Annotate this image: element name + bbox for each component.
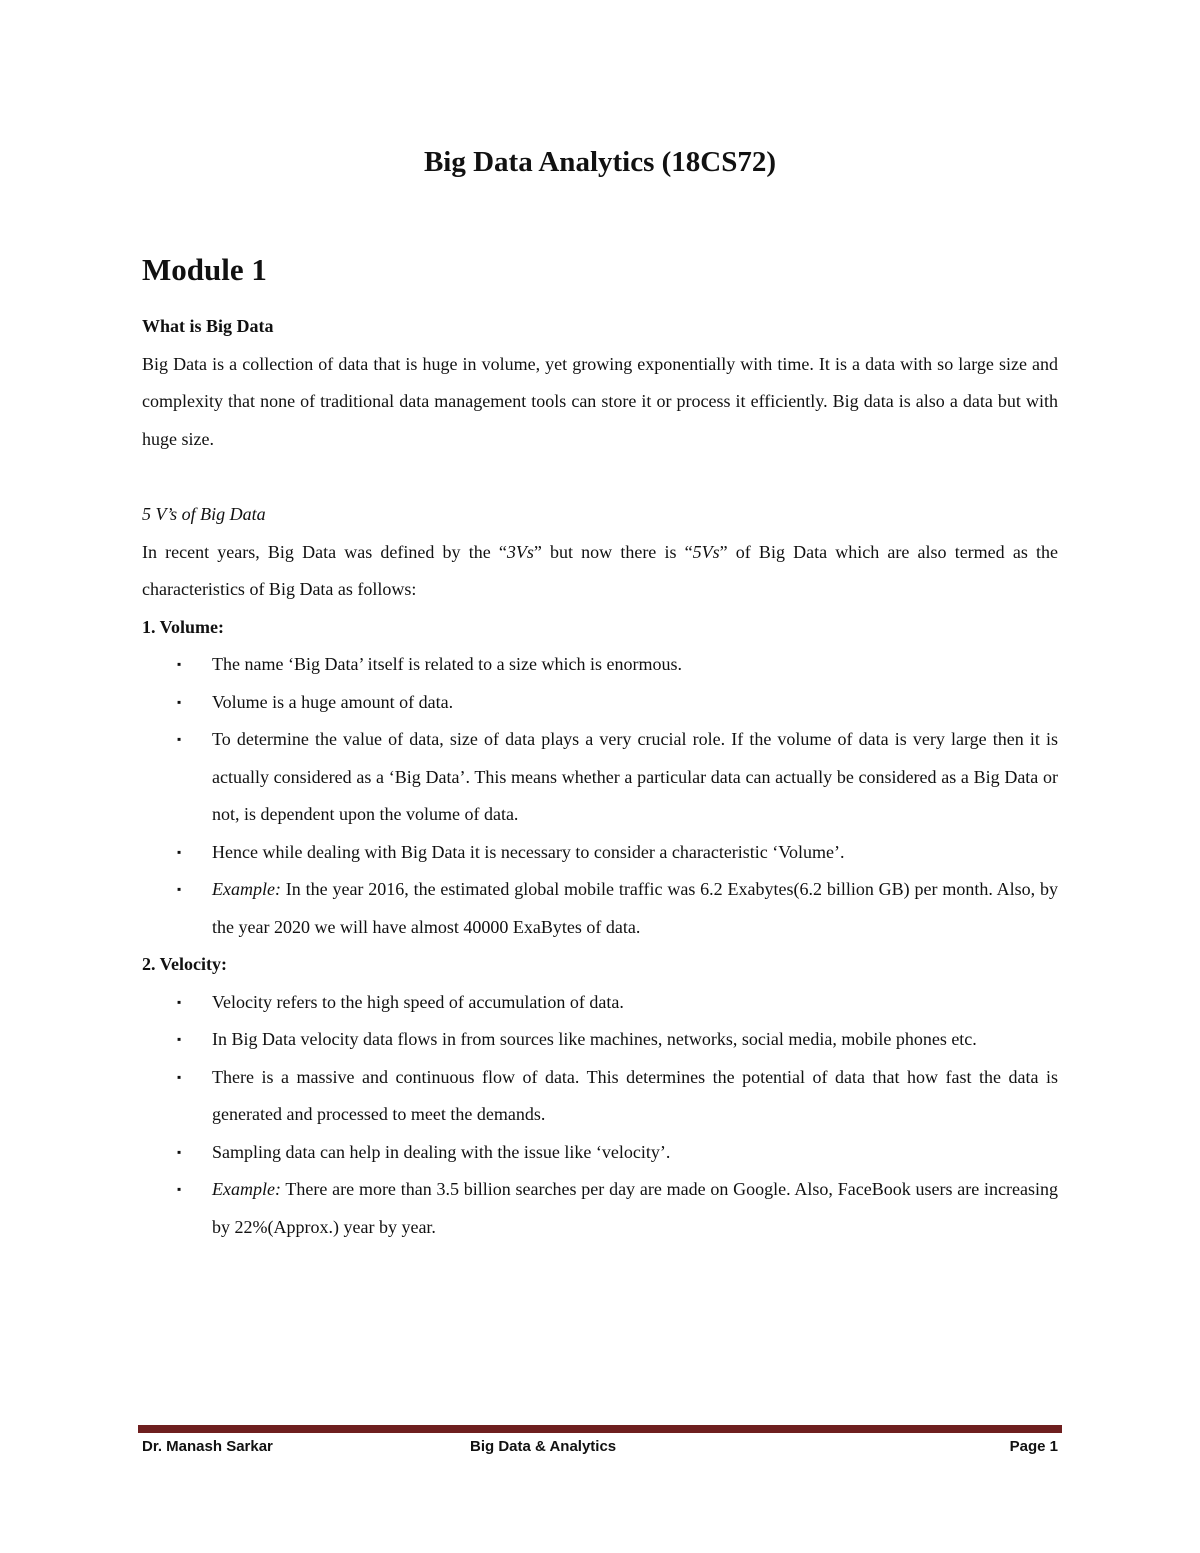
example-text: In the year 2016, the estimated global mobile traffic was 6.2 Exabytes(6.2 billion GB) per month. Also, by the year 2020 we will have almost 40000 ExaBytes of data. <box>212 879 1058 937</box>
footer-course: Big Data & Analytics <box>470 1438 617 1455</box>
list-item-text: Velocity refers to the high speed of accumulation of data. <box>212 991 624 1012</box>
list-item <box>177 1134 1058 1172</box>
list-item-text: Hence while dealing with Big Data it is necessary to consider a characteristic ‘Volume’. <box>212 841 845 862</box>
intro-text-3: ” of Big Data which are also termed as the characteristics of Big Data as follows: <box>142 541 1058 599</box>
footer-author: Dr. Manash Sarkar <box>142 1438 273 1455</box>
list-item <box>177 684 1058 722</box>
intro-5vs: 5Vs <box>692 541 720 562</box>
list-item-text: The name ‘Big Data’ itself is related to a size which is enormous. <box>212 654 683 674</box>
list-item-text: To determine the value of data, size of data plays a very crucial role. If the volume of data is very large then it is actually considered as a ‘Big Data’. This means whether a particular data can actually be considered as a Big Data or not, is dependent upon the volume of data. <box>212 729 1058 824</box>
list-item <box>177 834 1058 872</box>
bullet-icon: ▪ <box>177 1182 182 1196</box>
bullet-icon: ▪ <box>177 732 182 746</box>
list-item <box>177 1171 1058 1246</box>
velocity-list <box>142 984 1058 1247</box>
intro-text-1: In recent years, Big Data was defined by the “ <box>142 541 507 562</box>
list-item <box>177 1021 1058 1059</box>
five-vs-intro <box>142 534 1058 609</box>
list-item <box>177 984 1058 1022</box>
footer-page-number: Page 1 <box>1009 1438 1058 1455</box>
list-item <box>177 721 1058 834</box>
list-item-text: In Big Data velocity data flows in from sources like machines, networks, social media, mobile phones etc. <box>212 1029 977 1049</box>
page-title: Big Data Analytics (18CS72) <box>423 146 777 178</box>
volume-heading: 1. Volume: <box>142 616 225 637</box>
list-item <box>177 871 1058 946</box>
document-body <box>142 308 1058 1246</box>
bullet-icon: ▪ <box>177 994 182 1009</box>
bullet-icon: ▪ <box>177 1144 182 1159</box>
volume-list <box>142 646 1058 946</box>
footer-rule <box>138 1425 1062 1433</box>
list-item <box>177 646 1058 684</box>
list-item-text: Volume is a huge amount of data. <box>212 691 454 712</box>
page-footer <box>142 1438 1058 1460</box>
bullet-icon: ▪ <box>177 694 182 709</box>
module-title: Module 1 <box>142 252 267 287</box>
intro-text-2: ” but now there is “ <box>533 541 693 562</box>
intro-3vs: 3Vs <box>506 541 534 562</box>
example-label: Example: <box>212 1179 281 1199</box>
bullet-icon: ▪ <box>177 882 182 896</box>
bullet-icon: ▪ <box>177 1032 182 1046</box>
list-item-text: There is a massive and continuous flow of data. This determines the potential of data that how fast the data is generated and processed to meet the demands. <box>212 1066 1058 1124</box>
bullet-icon: ▪ <box>177 1069 182 1084</box>
list-item-text: Sampling data can help in dealing with the issue like ‘velocity’. <box>212 1141 671 1162</box>
list-item <box>177 1059 1058 1134</box>
what-is-heading: What is Big Data <box>142 316 274 336</box>
example-label: Example: <box>212 879 281 899</box>
five-vs-subtitle: 5 V’s of Big Data <box>142 504 266 524</box>
what-is-paragraph: Big Data is a collection of data that is huge in volume, yet growing exponentially with time. It is a data with so large size and complexity that none of traditional data management tools can store it or process it efficiently. Big data is also a data but with huge size. <box>142 353 1058 449</box>
example-text: There are more than 3.5 billion searches per day are made on Google. Also, FaceBook users are increasing by 22%(Approx.) year by year. <box>212 1179 1058 1237</box>
bullet-icon: ▪ <box>177 657 182 671</box>
velocity-heading: 2. Velocity: <box>142 954 227 974</box>
bullet-icon: ▪ <box>177 844 182 859</box>
